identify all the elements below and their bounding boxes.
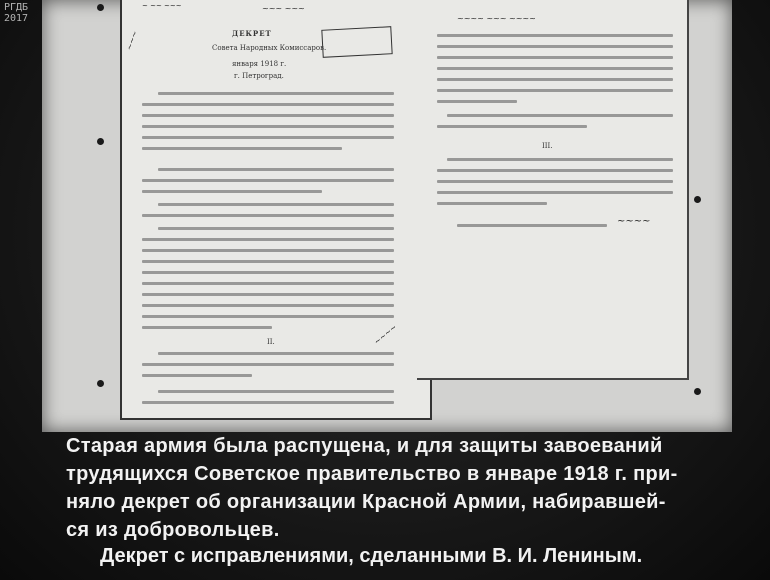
handwritten-annotation: ~~~~ ~~~ ~~~~ bbox=[457, 14, 536, 23]
text-line bbox=[437, 180, 673, 183]
registration-stamp bbox=[321, 26, 392, 58]
section-three-label: III. bbox=[542, 142, 553, 150]
text-line bbox=[437, 56, 673, 59]
watermark-line-2: 2017 bbox=[4, 13, 29, 24]
text-line bbox=[142, 401, 394, 404]
text-line bbox=[142, 136, 394, 139]
punch-hole bbox=[97, 380, 104, 387]
signature-line bbox=[457, 224, 607, 227]
slide-caption bbox=[66, 432, 706, 544]
text-line bbox=[142, 293, 394, 296]
text-line bbox=[437, 125, 587, 128]
text-line bbox=[142, 190, 322, 193]
decree-date: января 1918 г. bbox=[232, 60, 287, 68]
text-line bbox=[437, 45, 673, 48]
text-line bbox=[142, 238, 394, 241]
text-line bbox=[158, 203, 394, 206]
handwritten-annotation: ~ ~~ ~~~ bbox=[142, 2, 182, 10]
decree-page-right bbox=[417, 0, 689, 380]
text-line bbox=[437, 67, 673, 70]
text-line bbox=[142, 282, 394, 285]
decree-subheading: Совета Народных Комиссаров. bbox=[212, 44, 327, 52]
text-line bbox=[142, 249, 394, 252]
text-line bbox=[142, 103, 394, 106]
punch-hole bbox=[97, 138, 104, 145]
text-line bbox=[142, 271, 394, 274]
text-line bbox=[142, 326, 272, 329]
punch-hole bbox=[694, 196, 701, 203]
text-line bbox=[437, 191, 673, 194]
punch-hole bbox=[97, 4, 104, 11]
decree-place: г. Петроград. bbox=[234, 72, 284, 80]
text-line bbox=[142, 304, 394, 307]
handwritten-annotation: ~~~~ bbox=[372, 322, 399, 347]
text-line bbox=[437, 34, 673, 37]
section-two-label: II. bbox=[267, 338, 275, 346]
text-line bbox=[158, 390, 394, 393]
text-line bbox=[158, 352, 394, 355]
signature: ~~~~ bbox=[617, 216, 651, 227]
punch-hole bbox=[694, 388, 701, 395]
text-line bbox=[142, 260, 394, 263]
text-line bbox=[158, 168, 394, 171]
archive-watermark bbox=[4, 2, 28, 24]
text-line bbox=[158, 92, 394, 95]
caption-line-2: трудящихся Советское правительство в январе 1918 г. при- bbox=[66, 463, 678, 485]
text-line bbox=[142, 374, 252, 377]
text-line bbox=[142, 114, 394, 117]
text-line bbox=[437, 169, 673, 172]
text-line bbox=[437, 202, 547, 205]
handwritten-annotation: ~~~ ~~~ bbox=[262, 4, 305, 13]
text-line bbox=[142, 363, 394, 366]
slide-note: Декрет с исправлениями, сделанными В. И. Лениным. bbox=[100, 545, 643, 567]
caption-line-1: Старая армия была распущена, и для защиты завоеваний bbox=[66, 435, 663, 457]
caption-line-4: ся из добровольцев. bbox=[66, 519, 280, 541]
caption-line-3: няло декрет об организации Красной Армии, набиравшей- bbox=[66, 491, 666, 513]
handwritten-annotation: ~~~ bbox=[124, 29, 140, 52]
text-line bbox=[437, 89, 673, 92]
decree-page-left bbox=[120, 0, 432, 420]
text-line bbox=[447, 114, 673, 117]
text-line bbox=[437, 78, 673, 81]
text-line bbox=[142, 147, 342, 150]
watermark-line-1: РГДБ bbox=[4, 2, 29, 13]
text-line bbox=[437, 100, 517, 103]
text-line bbox=[142, 179, 394, 182]
text-line bbox=[142, 125, 394, 128]
text-line bbox=[142, 315, 394, 318]
text-line bbox=[158, 227, 394, 230]
text-line bbox=[142, 214, 394, 217]
decree-heading: ДЕКРЕТ bbox=[232, 29, 272, 38]
document-photo bbox=[42, 0, 732, 432]
text-line bbox=[447, 158, 673, 161]
